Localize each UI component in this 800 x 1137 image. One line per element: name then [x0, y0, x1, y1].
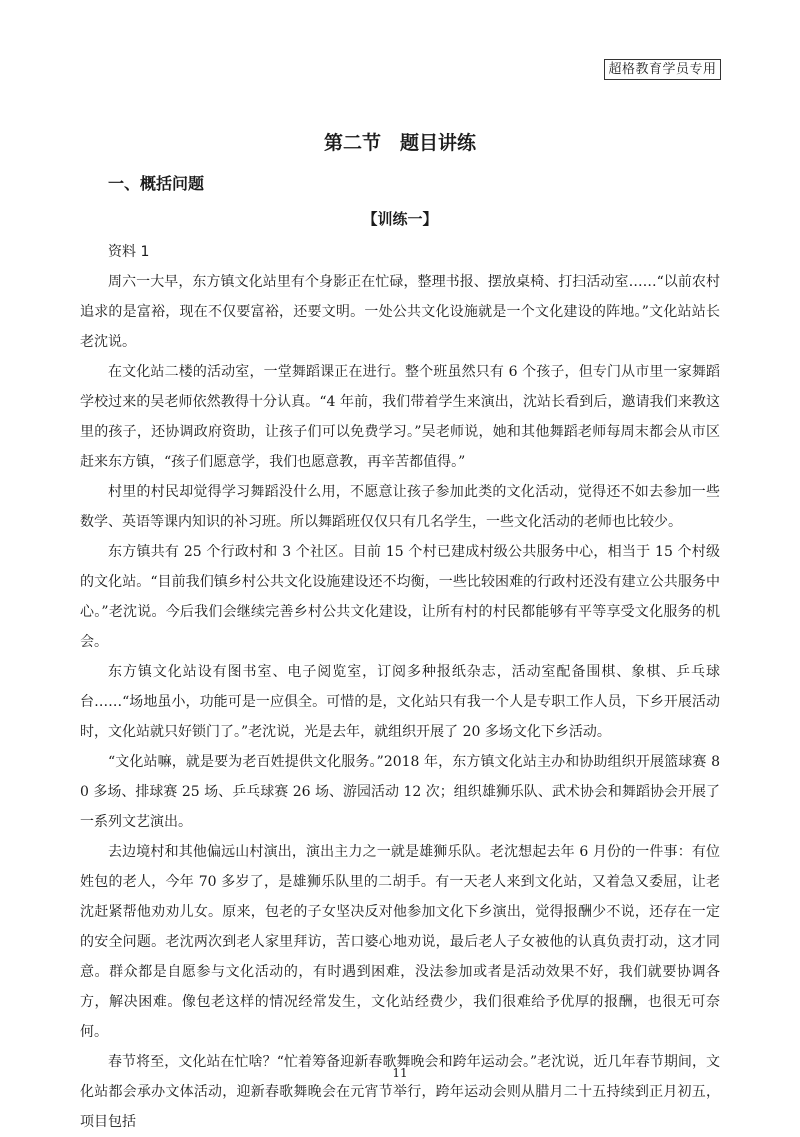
paragraph: 村里的村民却觉得学习舞蹈没什么用，不愿意让孩子参加此类的文化活动，觉得还不如去参加一些数学、英语等课内知识的补习班。所以舞蹈班仅仅只有几名学生，一些文化活动的老师也比较少。 [80, 484, 720, 530]
student-use-stamp: 超格教育学员专用 [604, 59, 721, 80]
material-label: 资料 1 [108, 244, 150, 260]
heading-summary-questions: 一、概括问题 [108, 174, 205, 193]
heading-training-one: 【训练一】 [362, 210, 438, 228]
paragraph: 周六一大早，东方镇文化站里有个身影正在忙碌，整理书报、摆放桌椅、打扫活动室……“以前农村追求的是富裕，现在不仅要富裕，还要文明。一处公共文化设施就是一个文化建设的阵地。”文化站站长老沈说。 [80, 274, 720, 350]
material-body [80, 237, 720, 1137]
paragraph: “文化站嘛，就是要为老百姓提供文化服务。”2018 年，东方镇文化站主办和协助组织开展篮球赛 80 多场、排球赛 25 场、乒乓球赛 26 场、游园活动 12 次；组织雄狮乐队、武术协会和舞蹈协会开展了一系列文艺演出。 [80, 754, 720, 830]
section-title: 第二节 题目讲练 [323, 132, 476, 154]
paragraph: 东方镇文化站设有图书室、电子阅览室，订阅多种报纸杂志，活动室配备围棋、象棋、乒乓球台……“场地虽小，功能可是一应俱全。可惜的是，文化站只有我一个人是专职工作人员，下乡开展活动时，文化站就只好锁门了。”老沈说，光是去年，就组织开展了 20 多场文化下乡活动。 [80, 664, 720, 740]
paragraph: 在文化站二楼的活动室，一堂舞蹈课正在进行。整个班虽然只有 6 个孩子，但专门从市里一家舞蹈学校过来的吴老师依然教得十分认真。“4 年前，我们带着学生来演出，沈站长看到后，邀请我们来教这里的孩子，还协调政府资助，让孩子们可以免费学习。”吴老师说，她和其他舞蹈老师每周末都会从市区赶来东方镇，“孩子们愿意学，我们也愿意教，再辛苦都值得。” [80, 364, 720, 470]
page-number: 11 [392, 1066, 408, 1080]
paragraph: 东方镇共有 25 个行政村和 3 个社区。目前 15 个村已建成村级公共服务中心，相当于 15 个村级的文化站。“目前我们镇乡村公共文化设施建设还不均衡，一些比较困难的行政村还没有建立公共服务中心。”老沈说。今后我们会继续完善乡村公共文化建设，让所有村的村民都能够有平等享受文化服务的机会。 [80, 544, 720, 650]
paragraph: 去边境村和其他偏远山村演出，演出主力之一就是雄狮乐队。老沈想起去年 6 月份的一件事：有位姓包的老人，今年 70 多岁了，是雄狮乐队里的二胡手。有一天老人来到文化站，又着急又委屈，让老沈赶紧帮他劝劝儿女。原来，包老的子女坚决反对他参加文化下乡演出，觉得报酬少不说，还存在一定的安全问题。老沈两次到老人家里拜访，苦口婆心地劝说，最后老人子女被他的认真负责打动，这才同意。群众都是自愿参与文化活动的，有时遇到困难，没法参加或者是活动效果不好，我们就要协调各方，解决困难。像包老这样的情况经常发生，文化站经费少，我们很难给予优厚的报酬，也很无可奈何。 [80, 844, 720, 1040]
paragraph: 春节将至，文化站在忙啥？“忙着筹备迎新春歌舞晚会和跨年运动会。”老沈说，近几年春节期间，文化站都会承办文体活动，迎新春歌舞晚会在元宵节举行，跨年运动会则从腊月二十五持续到正月初五，项目包括 [80, 1054, 720, 1130]
